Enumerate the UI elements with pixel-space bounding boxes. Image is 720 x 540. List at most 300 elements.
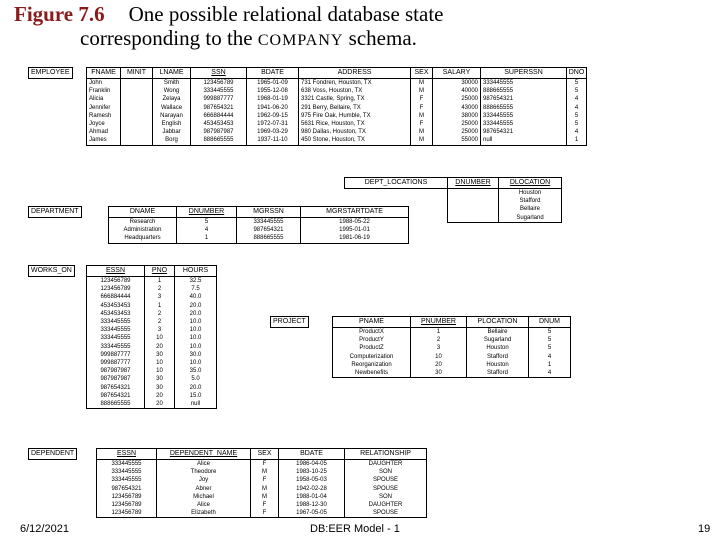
project-row <box>333 361 571 369</box>
employee-cell-ssn: 987654321 <box>191 104 247 112</box>
works-on-cell-hours: 32.5 <box>175 277 217 286</box>
dependent-col-dependent-name: DEPENDENT_NAME <box>157 449 251 460</box>
dept-locations-col-dlocation: DLOCATION <box>499 178 562 189</box>
employee-cell-lname: English <box>153 120 191 128</box>
employee-cell-address: 731 Fondren, Houston, TX <box>299 79 411 88</box>
works-on-cell-pno: 30 <box>145 375 175 383</box>
employee-cell-superssn: 888665555 <box>481 87 567 95</box>
department-col-mgrstartdate: MGRSTARTDATE <box>301 207 409 218</box>
project-row <box>333 336 571 344</box>
dependent-cell-bdate: 1942-02-28 <box>279 485 345 493</box>
employee-cell-minit <box>121 87 153 95</box>
employee-cell-dno: 5 <box>567 120 587 128</box>
works-on-row <box>87 318 217 326</box>
project-cell-plocation: Houston <box>467 361 529 369</box>
project-row <box>333 344 571 352</box>
dependent-cell-dependent-name: Abner <box>157 485 251 493</box>
works-on-cell-hours: 10.0 <box>175 334 217 342</box>
employee-cell-fname: Jennifer <box>87 104 121 112</box>
employee-cell-dno: 1 <box>567 136 587 145</box>
department-label: DEPARTMENT <box>28 206 82 218</box>
schema-name: COMPANY <box>257 32 344 49</box>
works-on-cell-hours: 10.0 <box>175 326 217 334</box>
footer-title: DB:EER Model - 1 <box>310 523 400 535</box>
employee-cell-address: 980 Dallas, Houston, TX <box>299 128 411 136</box>
dependent-cell-sex: M <box>251 493 279 501</box>
works-on-cell-pno: 10 <box>145 334 175 342</box>
project-cell-dnum: 4 <box>529 369 571 378</box>
works-on-cell-hours: 10.0 <box>175 318 217 326</box>
works-on-cell-pno: 30 <box>145 351 175 359</box>
works-on-cell-hours: 10.0 <box>175 343 217 351</box>
works-on-cell-pno: 10 <box>145 367 175 375</box>
dependent-cell-dependent-name: Theodore <box>157 468 251 476</box>
department-row <box>109 234 409 243</box>
works-on-cell-essn: 333445555 <box>87 318 145 326</box>
employee-cell-superssn: 333445555 <box>481 112 567 120</box>
title-line-2-suffix: schema. <box>348 26 417 50</box>
project-cell-plocation: Sugarland <box>467 336 529 344</box>
dependent-row <box>97 485 427 493</box>
employee-cell-sex: M <box>411 112 433 120</box>
works-on-cell-pno: 1 <box>145 302 175 310</box>
dept-locations-row <box>345 189 562 198</box>
works-on-cell-pno: 2 <box>145 310 175 318</box>
dependent-row <box>97 509 427 518</box>
project-cell-pname: Reorganization <box>333 361 411 369</box>
works-on-cell-pno: 3 <box>145 293 175 301</box>
employee-cell-lname: Wong <box>153 87 191 95</box>
works-on-cell-essn: 987987987 <box>87 367 145 375</box>
dependent-cell-essn: 123456789 <box>97 501 157 509</box>
dependent-cell-sex: F <box>251 509 279 518</box>
footer-date: 6/12/2021 <box>20 523 69 535</box>
dependent-cell-relationship: DAUGHTER <box>345 501 427 509</box>
project-cell-dnum: 1 <box>529 361 571 369</box>
project-cell-dnum: 5 <box>529 336 571 344</box>
project-cell-plocation: Houston <box>467 344 529 352</box>
employee-cell-bdate: 1968-01-19 <box>247 95 299 103</box>
dependent-cell-relationship: SON <box>345 493 427 501</box>
dependent-cell-relationship: SPOUSE <box>345 509 427 518</box>
dependent-cell-dependent-name: Joy <box>157 476 251 484</box>
works-on-cell-pno: 3 <box>145 326 175 334</box>
employee-col-ssn: SSN <box>191 68 247 79</box>
employee-cell-fname: James <box>87 136 121 145</box>
dependent-row <box>97 476 427 484</box>
works-on-cell-pno: 20 <box>145 400 175 409</box>
works-on-cell-hours: 20.0 <box>175 384 217 392</box>
works-on-cell-hours: 10.0 <box>175 359 217 367</box>
project-col-pnumber: PNUMBER <box>411 317 467 328</box>
employee-cell-sex: M <box>411 79 433 88</box>
dept-locations-cell-dnumber <box>448 205 499 213</box>
employee-table <box>86 67 587 146</box>
department-cell-dnumber: 1 <box>177 234 237 243</box>
employee-cell-minit <box>121 136 153 145</box>
employee-cell-salary: 30000 <box>433 79 481 88</box>
employee-cell-lname: Jabbar <box>153 128 191 136</box>
employee-cell-salary: 38000 <box>433 112 481 120</box>
project-cell-pnumber: 2 <box>411 336 467 344</box>
employee-cell-sex: M <box>411 128 433 136</box>
dept-locations-cell-dlocation: Stafford <box>499 197 562 205</box>
employee-row <box>87 95 587 103</box>
dependent-cell-sex: F <box>251 501 279 509</box>
employee-cell-minit <box>121 128 153 136</box>
figure-number: Figure 7.6 <box>14 2 105 26</box>
dependent-cell-essn: 123456789 <box>97 493 157 501</box>
department-cell-dnumber: 5 <box>177 218 237 227</box>
dependent-cell-bdate: 1967-05-05 <box>279 509 345 518</box>
employee-cell-minit <box>121 79 153 88</box>
dependent-cell-dependent-name: Alice <box>157 460 251 469</box>
employee-row <box>87 120 587 128</box>
works-on-cell-pno: 20 <box>145 392 175 400</box>
employee-row <box>87 136 587 145</box>
title-line-2 <box>80 26 714 53</box>
employee-col-bdate: BDATE <box>247 68 299 79</box>
employee-cell-superssn: 333445555 <box>481 79 567 88</box>
employee-cell-lname: Smith <box>153 79 191 88</box>
employee-row <box>87 79 587 88</box>
works-on-row <box>87 326 217 334</box>
dept-locations-label: DEPT_LOCATIONS <box>345 178 448 189</box>
employee-cell-minit <box>121 112 153 120</box>
dept-locations-cell-dnumber <box>448 189 499 198</box>
employee-cell-address: 5631 Rice, Houston, TX <box>299 120 411 128</box>
works-on-cell-essn: 987987987 <box>87 375 145 383</box>
project-cell-pnumber: 3 <box>411 344 467 352</box>
employee-cell-dno: 5 <box>567 87 587 95</box>
works-on-row <box>87 400 217 409</box>
employee-cell-sex: F <box>411 104 433 112</box>
employee-cell-lname: Borg <box>153 136 191 145</box>
employee-cell-fname: Franklin <box>87 87 121 95</box>
works-on-label: WORKS_ON <box>28 265 75 277</box>
works-on-row <box>87 310 217 318</box>
dependent-cell-dependent-name: Alice <box>157 501 251 509</box>
works-on-row <box>87 392 217 400</box>
department-row <box>109 226 409 234</box>
department-cell-mgrssn: 888665555 <box>237 234 301 243</box>
employee-cell-address: 638 Voss, Houston, TX <box>299 87 411 95</box>
employee-cell-ssn: 123456789 <box>191 79 247 88</box>
employee-cell-lname: Wallace <box>153 104 191 112</box>
slide-title <box>14 2 714 53</box>
dependent-cell-essn: 333445555 <box>97 460 157 469</box>
works-on-row <box>87 375 217 383</box>
dependent-cell-sex: F <box>251 476 279 484</box>
project-cell-pname: ProductX <box>333 328 411 337</box>
works-on-cell-pno: 2 <box>145 285 175 293</box>
employee-col-superssn: SUPERSSN <box>481 68 567 79</box>
works-on-row <box>87 359 217 367</box>
employee-cell-dno: 4 <box>567 104 587 112</box>
employee-cell-salary: 55000 <box>433 136 481 145</box>
employee-cell-bdate: 1937-11-10 <box>247 136 299 145</box>
employee-cell-salary: 43000 <box>433 104 481 112</box>
works-on-cell-essn: 453453453 <box>87 302 145 310</box>
employee-cell-dno: 5 <box>567 112 587 120</box>
title-line-2-prefix: corresponding to the <box>80 26 253 50</box>
works-on-cell-essn: 987654321 <box>87 384 145 392</box>
works-on-cell-essn: 888665555 <box>87 400 145 409</box>
works-on-cell-pno: 1 <box>145 277 175 286</box>
employee-col-address: ADDRESS <box>299 68 411 79</box>
dependent-cell-bdate: 1983-10-25 <box>279 468 345 476</box>
employee-cell-address: 975 Fire Oak, Humble, TX <box>299 112 411 120</box>
dependent-cell-essn: 333445555 <box>97 476 157 484</box>
employee-cell-superssn: 333445555 <box>481 120 567 128</box>
works-on-row <box>87 343 217 351</box>
employee-cell-superssn: 987654321 <box>481 128 567 136</box>
works-on-row <box>87 367 217 375</box>
works-on-cell-hours: 40.0 <box>175 293 217 301</box>
department-col-mgrssn: MGRSSN <box>237 207 301 218</box>
works-on-cell-hours: 7.5 <box>175 285 217 293</box>
department-cell-mgrstartdate: 1988-05-22 <box>301 218 409 227</box>
employee-cell-bdate: 1972-07-31 <box>247 120 299 128</box>
dependent-row <box>97 493 427 501</box>
works-on-cell-pno: 10 <box>145 359 175 367</box>
project-label: PROJECT <box>270 316 309 328</box>
department-col-dnumber: DNUMBER <box>177 207 237 218</box>
employee-col-salary: SALARY <box>433 68 481 79</box>
dept-locations-cell-dlocation: Houston <box>499 189 562 198</box>
employee-cell-lname: Zelaya <box>153 95 191 103</box>
employee-cell-fname: Alicia <box>87 95 121 103</box>
works-on-cell-hours: null <box>175 400 217 409</box>
dependent-col-relationship: RELATIONSHIP <box>345 449 427 460</box>
department-cell-dname: Research <box>109 218 177 227</box>
employee-cell-ssn: 999887777 <box>191 95 247 103</box>
works-on-cell-essn: 123456789 <box>87 285 145 293</box>
dependent-row <box>97 468 427 476</box>
employee-row <box>87 104 587 112</box>
employee-col-sex: SEX <box>411 68 433 79</box>
works-on-cell-hours: 5.0 <box>175 375 217 383</box>
title-line-1: One possible relational database state <box>128 2 444 26</box>
dependent-cell-sex: F <box>251 460 279 469</box>
works-on-cell-pno: 20 <box>145 343 175 351</box>
employee-cell-ssn: 333445555 <box>191 87 247 95</box>
works-on-cell-essn: 987654321 <box>87 392 145 400</box>
dependent-cell-essn: 987654321 <box>97 485 157 493</box>
works-on-cell-hours: 30.0 <box>175 351 217 359</box>
works-on-cell-pno: 30 <box>145 384 175 392</box>
works-on-cell-essn: 999887777 <box>87 351 145 359</box>
project-cell-dnum: 4 <box>529 353 571 361</box>
works-on-cell-essn: 999887777 <box>87 359 145 367</box>
employee-cell-ssn: 987987987 <box>191 128 247 136</box>
dependent-cell-relationship: SPOUSE <box>345 476 427 484</box>
dependent-col-sex: SEX <box>251 449 279 460</box>
works-on-cell-hours: 20.0 <box>175 310 217 318</box>
department-row <box>109 218 409 227</box>
employee-cell-bdate: 1969-03-29 <box>247 128 299 136</box>
project-row <box>333 353 571 361</box>
dependent-cell-bdate: 1986-04-05 <box>279 460 345 469</box>
employee-label: EMPLOYEE <box>28 67 73 79</box>
works-on-row <box>87 351 217 359</box>
works-on-cell-essn: 333445555 <box>87 343 145 351</box>
dependent-cell-dependent-name: Elizabeth <box>157 509 251 518</box>
dependent-cell-bdate: 1988-12-30 <box>279 501 345 509</box>
page-number: 19 <box>698 523 711 535</box>
project-table <box>332 316 571 378</box>
employee-cell-fname: Ahmad <box>87 128 121 136</box>
department-cell-mgrssn: 987654321 <box>237 226 301 234</box>
project-row <box>333 328 571 337</box>
employee-col-dno: DNO <box>567 68 587 79</box>
dependent-cell-bdate: 1958-05-03 <box>279 476 345 484</box>
works-on-cell-essn: 666884444 <box>87 293 145 301</box>
employee-cell-superssn: null <box>481 136 567 145</box>
dependent-cell-essn: 333445555 <box>97 468 157 476</box>
dept-locations-col-dnumber: DNUMBER <box>448 178 499 189</box>
project-cell-pnumber: 30 <box>411 369 467 378</box>
project-row <box>333 369 571 378</box>
department-cell-dnumber: 4 <box>177 226 237 234</box>
project-cell-plocation: Stafford <box>467 369 529 378</box>
dept-locations-cell-dnumber <box>448 197 499 205</box>
works-on-cell-essn: 123456789 <box>87 277 145 286</box>
employee-cell-sex: M <box>411 87 433 95</box>
dept-locations-row <box>345 197 562 205</box>
project-cell-plocation: Bellaire <box>467 328 529 337</box>
project-cell-dnum: 5 <box>529 328 571 337</box>
employee-cell-ssn: 666884444 <box>191 112 247 120</box>
employee-cell-bdate: 1941-06-20 <box>247 104 299 112</box>
department-cell-mgrstartdate: 1995-01-01 <box>301 226 409 234</box>
employee-cell-sex: F <box>411 95 433 103</box>
employee-cell-salary: 25000 <box>433 128 481 136</box>
project-cell-plocation: Stafford <box>467 353 529 361</box>
employee-row <box>87 87 587 95</box>
dept-locations-cell-dlocation: Bellaire <box>499 205 562 213</box>
employee-cell-ssn: 453453453 <box>191 120 247 128</box>
works-on-row <box>87 384 217 392</box>
employee-col-minit: MINIT <box>121 68 153 79</box>
project-cell-pname: ProductZ <box>333 344 411 352</box>
employee-cell-address: 3321 Castle, Spring, TX <box>299 95 411 103</box>
employee-row <box>87 128 587 136</box>
works-on-cell-hours: 20.0 <box>175 302 217 310</box>
project-cell-pnumber: 20 <box>411 361 467 369</box>
employee-cell-address: 291 Berry, Bellaire, TX <box>299 104 411 112</box>
employee-cell-dno: 4 <box>567 128 587 136</box>
dependent-cell-sex: M <box>251 485 279 493</box>
project-cell-pnumber: 10 <box>411 353 467 361</box>
works-on-row <box>87 285 217 293</box>
project-col-dnum: DNUM <box>529 317 571 328</box>
dependent-cell-relationship: SON <box>345 468 427 476</box>
dependent-cell-relationship: SPOUSE <box>345 485 427 493</box>
employee-cell-salary: 25000 <box>433 120 481 128</box>
department-cell-dname: Headquarters <box>109 234 177 243</box>
employee-cell-salary: 25000 <box>433 95 481 103</box>
employee-cell-fname: Joyce <box>87 120 121 128</box>
employee-cell-bdate: 1965-01-09 <box>247 79 299 88</box>
dependent-cell-bdate: 1988-01-04 <box>279 493 345 501</box>
dependent-table <box>96 448 427 518</box>
department-col-dname: DNAME <box>109 207 177 218</box>
dependent-row <box>97 501 427 509</box>
works-on-row <box>87 277 217 286</box>
dependent-cell-dependent-name: Michael <box>157 493 251 501</box>
employee-cell-fname: John <box>87 79 121 88</box>
employee-cell-lname: Narayan <box>153 112 191 120</box>
works-on-col-pno: PNO <box>145 266 175 277</box>
employee-cell-salary: 40000 <box>433 87 481 95</box>
employee-cell-sex: M <box>411 136 433 145</box>
dept-locations-cell-dnumber <box>448 214 499 223</box>
employee-cell-minit <box>121 95 153 103</box>
works-on-col-essn: ESSN <box>87 266 145 277</box>
project-col-plocation: PLOCATION <box>467 317 529 328</box>
project-cell-pnumber: 1 <box>411 328 467 337</box>
employee-cell-bdate: 1962-09-15 <box>247 112 299 120</box>
employee-cell-address: 450 Stone, Houston, TX <box>299 136 411 145</box>
employee-cell-dno: 5 <box>567 79 587 88</box>
employee-col-lname: LNAME <box>153 68 191 79</box>
works-on-cell-hours: 15.0 <box>175 392 217 400</box>
dependent-cell-sex: M <box>251 468 279 476</box>
spacer-cell <box>345 189 448 198</box>
works-on-cell-pno: 2 <box>145 318 175 326</box>
department-cell-dname: Administration <box>109 226 177 234</box>
project-cell-dnum: 5 <box>529 344 571 352</box>
works-on-cell-essn: 333445555 <box>87 334 145 342</box>
works-on-row <box>87 334 217 342</box>
department-cell-mgrstartdate: 1981-06-19 <box>301 234 409 243</box>
employee-cell-fname: Ramesh <box>87 112 121 120</box>
department-cell-mgrssn: 333445555 <box>237 218 301 227</box>
works-on-table <box>86 265 217 409</box>
dependent-label: DEPENDENT <box>28 448 77 460</box>
project-cell-pname: ProductY <box>333 336 411 344</box>
works-on-cell-essn: 333445555 <box>87 326 145 334</box>
works-on-cell-essn: 453453453 <box>87 310 145 318</box>
dependent-row <box>97 460 427 469</box>
employee-cell-minit <box>121 120 153 128</box>
project-cell-pname: Newbenefits <box>333 369 411 378</box>
employee-cell-dno: 4 <box>567 95 587 103</box>
dependent-cell-relationship: DAUGHTER <box>345 460 427 469</box>
project-col-pname: PNAME <box>333 317 411 328</box>
employee-cell-superssn: 987654321 <box>481 95 567 103</box>
dependent-col-essn: ESSN <box>97 449 157 460</box>
employee-cell-bdate: 1955-12-08 <box>247 87 299 95</box>
works-on-col-hours: HOURS <box>175 266 217 277</box>
employee-col-fname: FNAME <box>87 68 121 79</box>
employee-cell-sex: F <box>411 120 433 128</box>
employee-row <box>87 112 587 120</box>
employee-cell-superssn: 888665555 <box>481 104 567 112</box>
department-table <box>108 206 409 244</box>
dependent-col-bdate: BDATE <box>279 449 345 460</box>
project-cell-pname: Computerization <box>333 353 411 361</box>
employee-cell-ssn: 888665555 <box>191 136 247 145</box>
spacer-cell <box>345 197 448 205</box>
works-on-cell-hours: 35.0 <box>175 367 217 375</box>
dept-locations-cell-dlocation: Sugarland <box>499 214 562 223</box>
works-on-row <box>87 302 217 310</box>
works-on-row <box>87 293 217 301</box>
employee-cell-minit <box>121 104 153 112</box>
dependent-cell-essn: 123456789 <box>97 509 157 518</box>
